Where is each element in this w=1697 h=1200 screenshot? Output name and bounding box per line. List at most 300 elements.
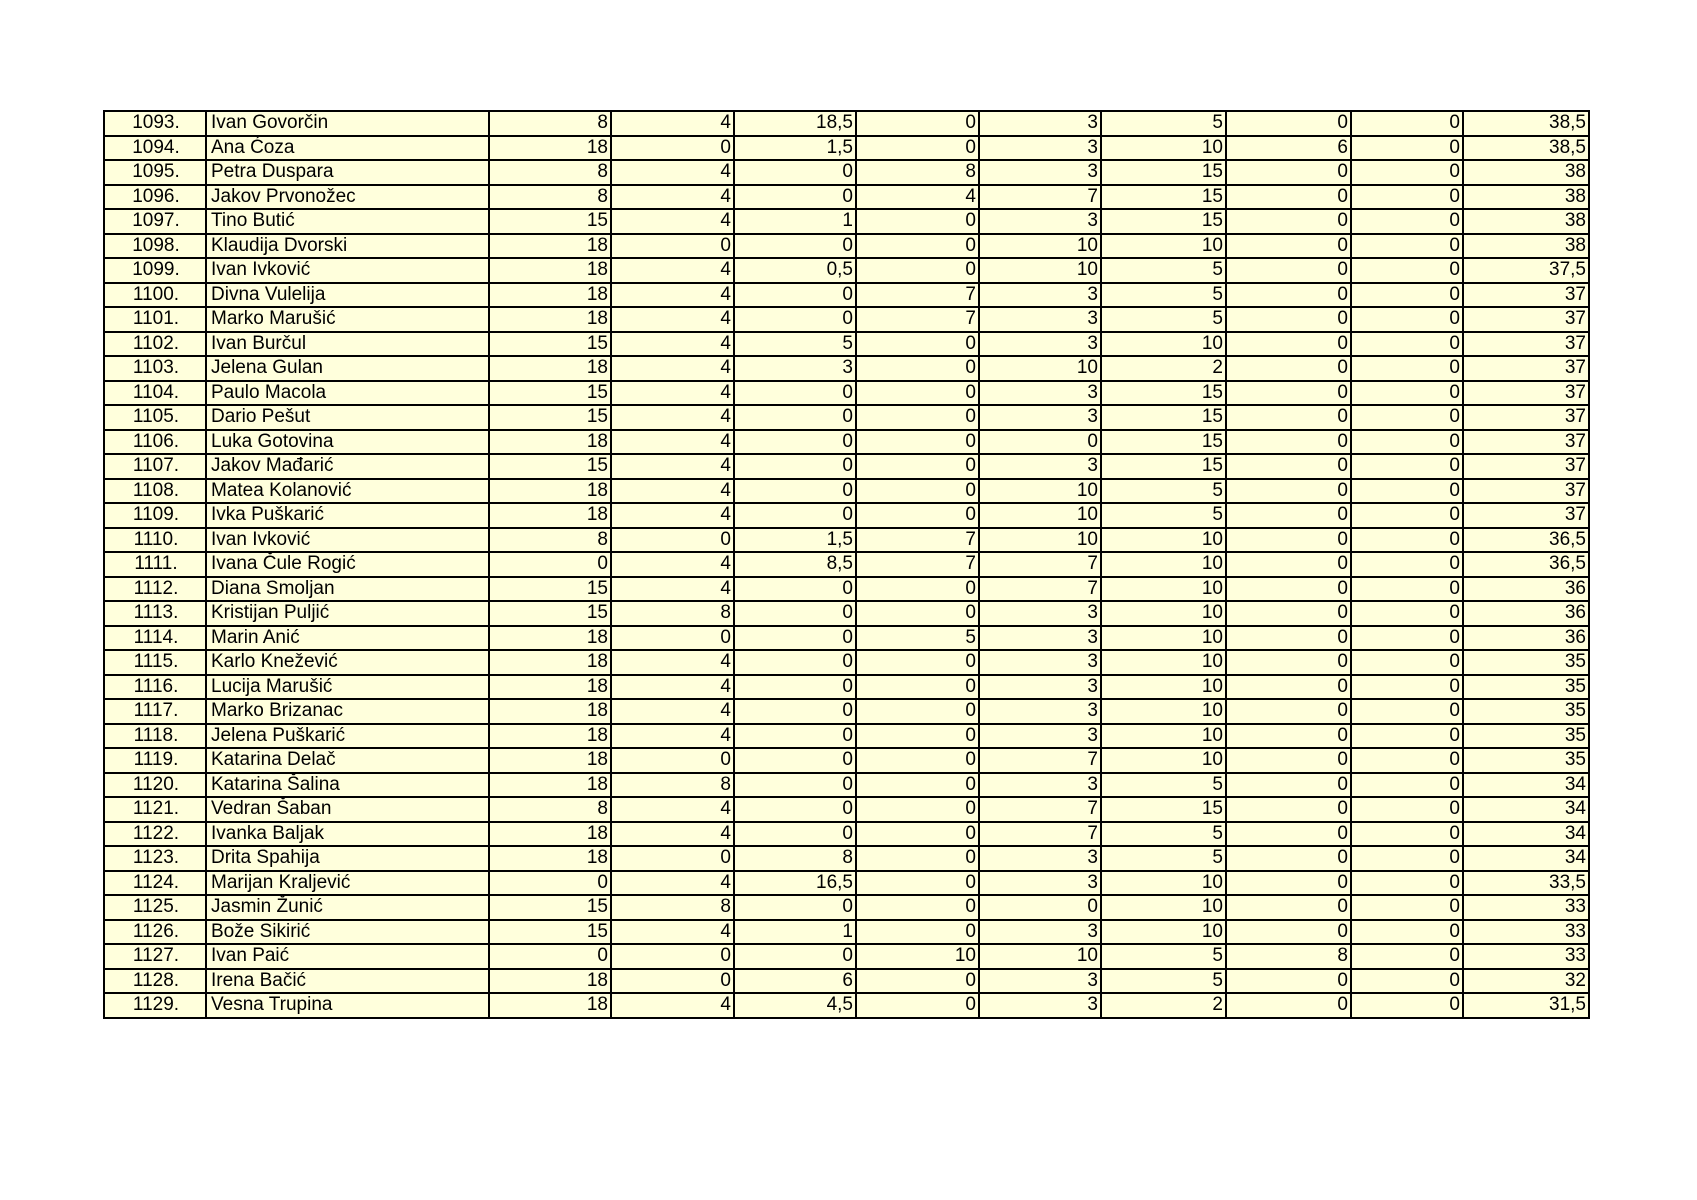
score-cell: 3 xyxy=(979,920,1101,945)
score-cell: 10 xyxy=(1101,895,1226,920)
score-cell: 5 xyxy=(856,626,979,651)
table-row xyxy=(104,552,1589,577)
score-cell: 7 xyxy=(856,307,979,332)
score-cell: 15 xyxy=(1101,160,1226,185)
score-cell: 5 xyxy=(1101,503,1226,528)
total-cell: 37 xyxy=(1463,332,1589,357)
score-cell: 0 xyxy=(611,136,734,161)
score-cell: 10 xyxy=(979,503,1101,528)
score-cell: 4 xyxy=(611,479,734,504)
rank-cell: 1105. xyxy=(104,405,206,430)
rank-cell: 1096. xyxy=(104,185,206,210)
score-cell: 4 xyxy=(611,454,734,479)
score-cell: 0 xyxy=(856,258,979,283)
score-cell: 2 xyxy=(1101,356,1226,381)
score-cell: 0 xyxy=(856,675,979,700)
score-cell: 3 xyxy=(979,699,1101,724)
score-cell: 0 xyxy=(1226,381,1351,406)
rank-cell: 1119. xyxy=(104,748,206,773)
score-cell: 7 xyxy=(979,797,1101,822)
score-cell: 0 xyxy=(734,675,856,700)
score-cell: 0 xyxy=(1351,969,1463,994)
score-cell: 3 xyxy=(979,136,1101,161)
score-cell: 5 xyxy=(1101,307,1226,332)
score-cell: 0 xyxy=(1226,503,1351,528)
score-cell: 10 xyxy=(1101,724,1226,749)
table-row xyxy=(104,356,1589,381)
rank-cell: 1108. xyxy=(104,479,206,504)
score-cell: 0 xyxy=(1226,699,1351,724)
name-cell: Marko Brizanac xyxy=(206,699,489,724)
score-cell: 0 xyxy=(734,601,856,626)
total-cell: 38 xyxy=(1463,209,1589,234)
name-cell: Vedran Šaban xyxy=(206,797,489,822)
score-cell: 4 xyxy=(611,209,734,234)
score-cell: 5 xyxy=(1101,773,1226,798)
name-cell: Jasmin Žunić xyxy=(206,895,489,920)
name-cell: Lucija Marušić xyxy=(206,675,489,700)
score-cell: 10 xyxy=(1101,577,1226,602)
score-cell: 18 xyxy=(489,234,611,259)
score-cell: 0 xyxy=(856,332,979,357)
rank-cell: 1102. xyxy=(104,332,206,357)
score-cell: 0 xyxy=(1351,601,1463,626)
score-cell: 15 xyxy=(1101,430,1226,455)
table-row xyxy=(104,724,1589,749)
score-cell: 0 xyxy=(1351,993,1463,1018)
score-cell: 5 xyxy=(1101,479,1226,504)
rank-cell: 1126. xyxy=(104,920,206,945)
score-cell: 7 xyxy=(979,552,1101,577)
score-cell: 0 xyxy=(489,944,611,969)
total-cell: 36 xyxy=(1463,601,1589,626)
table-row xyxy=(104,209,1589,234)
score-cell: 18 xyxy=(489,307,611,332)
score-cell: 10 xyxy=(1101,528,1226,553)
score-cell: 0 xyxy=(734,944,856,969)
rank-cell: 1129. xyxy=(104,993,206,1018)
score-cell: 3 xyxy=(979,773,1101,798)
score-cell: 0 xyxy=(611,234,734,259)
table-row xyxy=(104,405,1589,430)
score-cell: 4,5 xyxy=(734,993,856,1018)
score-cell: 3 xyxy=(979,111,1101,136)
table-row xyxy=(104,503,1589,528)
table-row xyxy=(104,258,1589,283)
name-cell: Drita Spahija xyxy=(206,846,489,871)
score-cell: 5 xyxy=(1101,944,1226,969)
table-row xyxy=(104,920,1589,945)
score-cell: 0 xyxy=(979,895,1101,920)
score-cell: 7 xyxy=(979,748,1101,773)
score-cell: 0 xyxy=(1226,626,1351,651)
score-cell: 0 xyxy=(611,748,734,773)
table-row xyxy=(104,283,1589,308)
score-cell: 10 xyxy=(979,944,1101,969)
score-cell: 18 xyxy=(489,969,611,994)
total-cell: 36 xyxy=(1463,577,1589,602)
name-cell: Irena Bačić xyxy=(206,969,489,994)
score-cell: 0 xyxy=(1226,307,1351,332)
score-cell: 0 xyxy=(1351,871,1463,896)
score-cell: 0 xyxy=(1226,601,1351,626)
rank-cell: 1110. xyxy=(104,528,206,553)
score-cell: 15 xyxy=(1101,797,1226,822)
rank-cell: 1116. xyxy=(104,675,206,700)
score-cell: 0 xyxy=(856,430,979,455)
total-cell: 37,5 xyxy=(1463,258,1589,283)
table-row xyxy=(104,160,1589,185)
score-cell: 18 xyxy=(489,993,611,1018)
score-cell: 8 xyxy=(611,601,734,626)
score-cell: 3 xyxy=(979,601,1101,626)
name-cell: Klaudija Dvorski xyxy=(206,234,489,259)
score-cell: 18 xyxy=(489,822,611,847)
score-cell: 0 xyxy=(1351,675,1463,700)
score-cell: 0 xyxy=(1351,822,1463,847)
score-cell: 0 xyxy=(1351,234,1463,259)
score-cell: 4 xyxy=(611,920,734,945)
name-cell: Diana Smoljan xyxy=(206,577,489,602)
score-cell: 8 xyxy=(489,185,611,210)
results-table-body xyxy=(104,111,1589,1018)
score-cell: 0 xyxy=(1351,356,1463,381)
score-cell: 0 xyxy=(1351,552,1463,577)
score-cell: 0 xyxy=(856,577,979,602)
score-cell: 18 xyxy=(489,430,611,455)
score-cell: 0 xyxy=(1226,234,1351,259)
total-cell: 35 xyxy=(1463,675,1589,700)
total-cell: 38,5 xyxy=(1463,111,1589,136)
total-cell: 34 xyxy=(1463,822,1589,847)
score-cell: 15 xyxy=(489,405,611,430)
score-cell: 0 xyxy=(1226,895,1351,920)
name-cell: Marko Marušić xyxy=(206,307,489,332)
score-cell: 0 xyxy=(1351,577,1463,602)
score-cell: 15 xyxy=(489,577,611,602)
score-cell: 0 xyxy=(1226,430,1351,455)
score-cell: 10 xyxy=(1101,748,1226,773)
score-cell: 0 xyxy=(856,969,979,994)
score-cell: 15 xyxy=(489,454,611,479)
rank-cell: 1098. xyxy=(104,234,206,259)
rank-cell: 1128. xyxy=(104,969,206,994)
score-cell: 5 xyxy=(734,332,856,357)
name-cell: Luka Gotovina xyxy=(206,430,489,455)
score-cell: 4 xyxy=(611,185,734,210)
score-cell: 4 xyxy=(611,160,734,185)
score-cell: 4 xyxy=(611,797,734,822)
score-cell: 4 xyxy=(856,185,979,210)
total-cell: 31,5 xyxy=(1463,993,1589,1018)
score-cell: 3 xyxy=(979,626,1101,651)
score-cell: 10 xyxy=(1101,552,1226,577)
score-cell: 8 xyxy=(734,846,856,871)
total-cell: 37 xyxy=(1463,381,1589,406)
score-cell: 10 xyxy=(1101,332,1226,357)
score-cell: 0 xyxy=(856,748,979,773)
score-cell: 0 xyxy=(856,381,979,406)
score-cell: 18 xyxy=(489,136,611,161)
total-cell: 36,5 xyxy=(1463,552,1589,577)
score-cell: 0 xyxy=(734,699,856,724)
score-cell: 3 xyxy=(734,356,856,381)
score-cell: 0 xyxy=(1351,381,1463,406)
name-cell: Paulo Macola xyxy=(206,381,489,406)
score-cell: 0 xyxy=(1351,650,1463,675)
score-cell: 0 xyxy=(856,895,979,920)
score-cell: 0 xyxy=(856,822,979,847)
score-cell: 1 xyxy=(734,920,856,945)
score-cell: 18 xyxy=(489,626,611,651)
table-row xyxy=(104,699,1589,724)
score-cell: 5 xyxy=(1101,283,1226,308)
score-cell: 3 xyxy=(979,724,1101,749)
score-cell: 0 xyxy=(1226,552,1351,577)
score-cell: 7 xyxy=(979,577,1101,602)
score-cell: 0 xyxy=(1226,773,1351,798)
rank-cell: 1100. xyxy=(104,283,206,308)
score-cell: 0 xyxy=(734,895,856,920)
score-cell: 4 xyxy=(611,258,734,283)
score-cell: 15 xyxy=(1101,405,1226,430)
results-table xyxy=(103,110,1590,1019)
score-cell: 0 xyxy=(1351,895,1463,920)
score-cell: 4 xyxy=(611,650,734,675)
score-cell: 5 xyxy=(1101,969,1226,994)
name-cell: Ana Ćoza xyxy=(206,136,489,161)
name-cell: Jakov Mađarić xyxy=(206,454,489,479)
total-cell: 36,5 xyxy=(1463,528,1589,553)
total-cell: 37 xyxy=(1463,283,1589,308)
total-cell: 33,5 xyxy=(1463,871,1589,896)
score-cell: 0 xyxy=(856,136,979,161)
score-cell: 18 xyxy=(489,748,611,773)
total-cell: 37 xyxy=(1463,307,1589,332)
score-cell: 0 xyxy=(1226,111,1351,136)
score-cell: 1,5 xyxy=(734,528,856,553)
score-cell: 0 xyxy=(1351,479,1463,504)
score-cell: 8 xyxy=(489,528,611,553)
name-cell: Vesna Trupina xyxy=(206,993,489,1018)
score-cell: 18 xyxy=(489,503,611,528)
score-cell: 4 xyxy=(611,111,734,136)
total-cell: 36 xyxy=(1463,626,1589,651)
score-cell: 0 xyxy=(856,993,979,1018)
score-cell: 3 xyxy=(979,283,1101,308)
score-cell: 18 xyxy=(489,846,611,871)
score-cell: 10 xyxy=(1101,871,1226,896)
score-cell: 3 xyxy=(979,160,1101,185)
score-cell: 0 xyxy=(734,307,856,332)
score-cell: 4 xyxy=(611,822,734,847)
rank-cell: 1120. xyxy=(104,773,206,798)
score-cell: 0 xyxy=(734,454,856,479)
score-cell: 0 xyxy=(1226,724,1351,749)
score-cell: 2 xyxy=(1101,993,1226,1018)
rank-cell: 1104. xyxy=(104,381,206,406)
score-cell: 3 xyxy=(979,209,1101,234)
score-cell: 18 xyxy=(489,356,611,381)
score-cell: 18 xyxy=(489,699,611,724)
score-cell: 0 xyxy=(1351,503,1463,528)
score-cell: 15 xyxy=(1101,454,1226,479)
table-row xyxy=(104,822,1589,847)
score-cell: 0 xyxy=(734,503,856,528)
rank-cell: 1125. xyxy=(104,895,206,920)
score-cell: 3 xyxy=(979,675,1101,700)
name-cell: Bože Sikirić xyxy=(206,920,489,945)
rank-cell: 1113. xyxy=(104,601,206,626)
score-cell: 10 xyxy=(1101,675,1226,700)
score-cell: 0 xyxy=(734,479,856,504)
score-cell: 7 xyxy=(979,185,1101,210)
table-row xyxy=(104,454,1589,479)
score-cell: 0 xyxy=(1351,160,1463,185)
table-row xyxy=(104,332,1589,357)
score-cell: 15 xyxy=(1101,381,1226,406)
score-cell: 0 xyxy=(1351,405,1463,430)
table-row xyxy=(104,895,1589,920)
rank-cell: 1093. xyxy=(104,111,206,136)
total-cell: 37 xyxy=(1463,405,1589,430)
score-cell: 0 xyxy=(1351,283,1463,308)
rank-cell: 1115. xyxy=(104,650,206,675)
total-cell: 33 xyxy=(1463,920,1589,945)
score-cell: 0 xyxy=(856,773,979,798)
table-row xyxy=(104,650,1589,675)
score-cell: 4 xyxy=(611,871,734,896)
total-cell: 35 xyxy=(1463,724,1589,749)
score-cell: 4 xyxy=(611,356,734,381)
score-cell: 0,5 xyxy=(734,258,856,283)
name-cell: Marijan Kraljević xyxy=(206,871,489,896)
score-cell: 15 xyxy=(1101,209,1226,234)
score-cell: 3 xyxy=(979,650,1101,675)
score-cell: 10 xyxy=(979,258,1101,283)
name-cell: Ivka Puškarić xyxy=(206,503,489,528)
score-cell: 18 xyxy=(489,724,611,749)
score-cell: 10 xyxy=(979,479,1101,504)
score-cell: 0 xyxy=(856,797,979,822)
table-row xyxy=(104,430,1589,455)
score-cell: 10 xyxy=(979,234,1101,259)
score-cell: 8 xyxy=(1226,944,1351,969)
score-cell: 4 xyxy=(611,503,734,528)
total-cell: 37 xyxy=(1463,479,1589,504)
score-cell: 10 xyxy=(856,944,979,969)
name-cell: Ivan Govorčin xyxy=(206,111,489,136)
score-cell: 0 xyxy=(734,234,856,259)
score-cell: 0 xyxy=(856,454,979,479)
table-row xyxy=(104,136,1589,161)
score-cell: 0 xyxy=(856,111,979,136)
rank-cell: 1112. xyxy=(104,577,206,602)
total-cell: 38 xyxy=(1463,234,1589,259)
score-cell: 0 xyxy=(1226,822,1351,847)
score-cell: 5 xyxy=(1101,111,1226,136)
score-cell: 4 xyxy=(611,332,734,357)
rank-cell: 1111. xyxy=(104,552,206,577)
table-row xyxy=(104,479,1589,504)
total-cell: 38 xyxy=(1463,160,1589,185)
name-cell: Divna Vulelija xyxy=(206,283,489,308)
name-cell: Katarina Delač xyxy=(206,748,489,773)
score-cell: 0 xyxy=(611,528,734,553)
score-cell: 4 xyxy=(611,724,734,749)
score-cell: 10 xyxy=(1101,601,1226,626)
score-cell: 18 xyxy=(489,650,611,675)
score-cell: 18 xyxy=(489,773,611,798)
total-cell: 35 xyxy=(1463,748,1589,773)
table-row xyxy=(104,577,1589,602)
score-cell: 0 xyxy=(1351,185,1463,210)
score-cell: 0 xyxy=(1351,136,1463,161)
score-cell: 10 xyxy=(1101,650,1226,675)
score-cell: 0 xyxy=(1226,332,1351,357)
score-cell: 18 xyxy=(489,258,611,283)
score-cell: 10 xyxy=(1101,699,1226,724)
score-cell: 0 xyxy=(611,944,734,969)
score-cell: 7 xyxy=(856,552,979,577)
rank-cell: 1107. xyxy=(104,454,206,479)
table-row xyxy=(104,969,1589,994)
score-cell: 4 xyxy=(611,405,734,430)
score-cell: 15 xyxy=(489,332,611,357)
rank-cell: 1122. xyxy=(104,822,206,847)
score-cell: 0 xyxy=(734,748,856,773)
rank-cell: 1118. xyxy=(104,724,206,749)
score-cell: 7 xyxy=(979,822,1101,847)
rank-cell: 1097. xyxy=(104,209,206,234)
score-cell: 0 xyxy=(1351,773,1463,798)
table-row xyxy=(104,993,1589,1018)
rank-cell: 1106. xyxy=(104,430,206,455)
total-cell: 34 xyxy=(1463,846,1589,871)
table-row xyxy=(104,307,1589,332)
name-cell: Kristijan Puljić xyxy=(206,601,489,626)
rank-cell: 1109. xyxy=(104,503,206,528)
score-cell: 0 xyxy=(1226,528,1351,553)
total-cell: 33 xyxy=(1463,944,1589,969)
score-cell: 0 xyxy=(1226,650,1351,675)
name-cell: Tino Butić xyxy=(206,209,489,234)
score-cell: 0 xyxy=(734,724,856,749)
score-cell: 0 xyxy=(1351,430,1463,455)
score-cell: 0 xyxy=(1226,920,1351,945)
score-cell: 8 xyxy=(489,160,611,185)
rank-cell: 1117. xyxy=(104,699,206,724)
score-cell: 0 xyxy=(734,650,856,675)
total-cell: 38 xyxy=(1463,185,1589,210)
score-cell: 10 xyxy=(1101,234,1226,259)
name-cell: Ivan Ivković xyxy=(206,528,489,553)
name-cell: Ivan Burčul xyxy=(206,332,489,357)
score-cell: 0 xyxy=(1351,846,1463,871)
total-cell: 33 xyxy=(1463,895,1589,920)
score-cell: 0 xyxy=(734,430,856,455)
score-cell: 15 xyxy=(489,920,611,945)
rank-cell: 1127. xyxy=(104,944,206,969)
score-cell: 0 xyxy=(1226,185,1351,210)
score-cell: 4 xyxy=(611,699,734,724)
table-row xyxy=(104,675,1589,700)
score-cell: 0 xyxy=(1351,258,1463,283)
score-cell: 4 xyxy=(611,675,734,700)
score-cell: 1,5 xyxy=(734,136,856,161)
name-cell: Karlo Knežević xyxy=(206,650,489,675)
score-cell: 0 xyxy=(1226,209,1351,234)
